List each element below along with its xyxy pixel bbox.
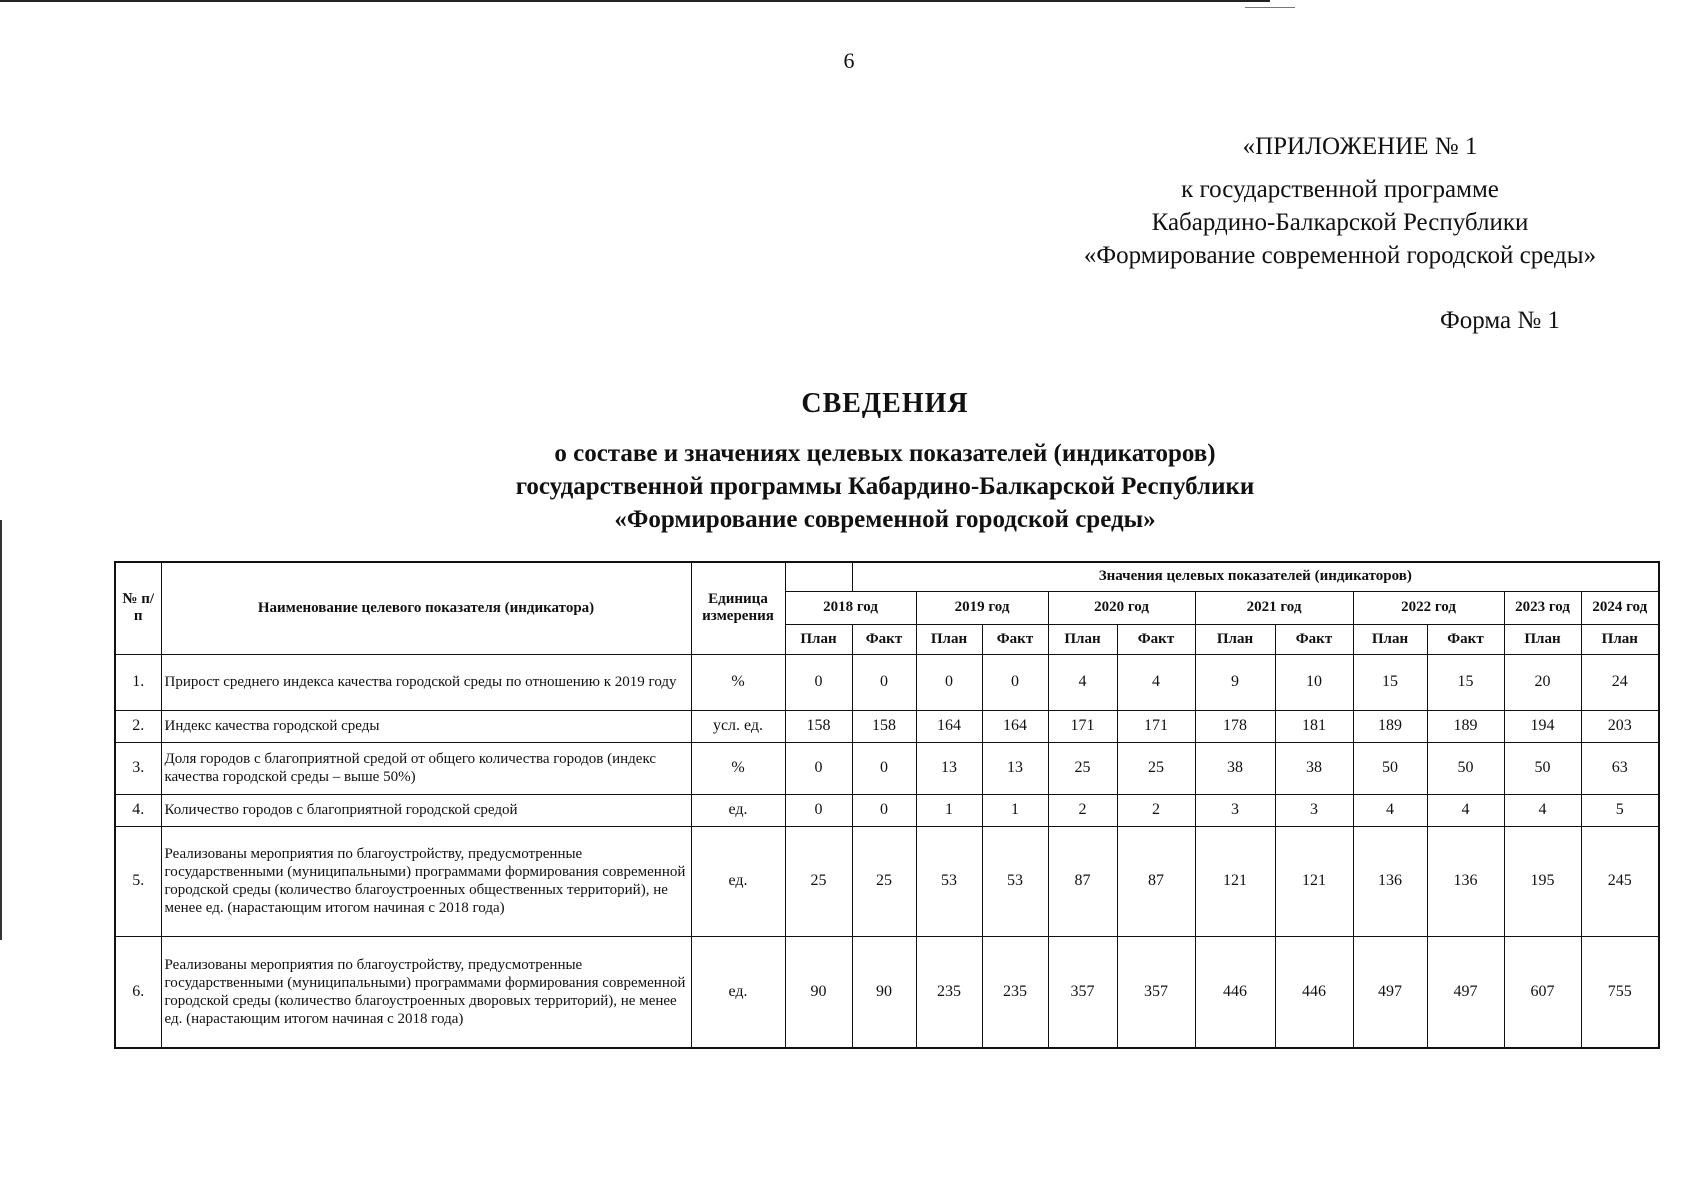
header-year: 2020 год: [1048, 591, 1195, 624]
header-plan: План: [1195, 624, 1275, 654]
value-cell: 1: [982, 794, 1048, 826]
table-row: [115, 936, 1659, 1048]
appendix-block: [1030, 130, 1650, 272]
table-row: [115, 826, 1659, 936]
header-unit: Единица измерения: [691, 562, 785, 654]
value-cell: 357: [1117, 936, 1195, 1048]
value-cell: 15: [1427, 654, 1504, 710]
value-cell: 0: [852, 794, 916, 826]
value-cell: 189: [1427, 710, 1504, 742]
indicator-unit: %: [691, 742, 785, 794]
table-row: [115, 742, 1659, 794]
indicator-unit: усл. ед.: [691, 710, 785, 742]
value-cell: 136: [1427, 826, 1504, 936]
value-cell: 178: [1195, 710, 1275, 742]
indicator-name: Прирост среднего индекса качества городской среды по отношению к 2019 году: [161, 654, 691, 710]
value-cell: 607: [1504, 936, 1581, 1048]
appendix-title: «ПРИЛОЖЕНИЕ № 1: [1242, 133, 1478, 160]
value-cell: 497: [1427, 936, 1504, 1048]
document-subtitle: «Формирование современной городской среды»: [614, 506, 1156, 533]
value-cell: 194: [1504, 710, 1581, 742]
indicator-unit: %: [691, 654, 785, 710]
value-cell: 3: [1195, 794, 1275, 826]
header-fact: Факт: [1427, 624, 1504, 654]
header-values-group: Значения целевых показателей (индикаторов): [852, 562, 1659, 591]
row-number: 1.: [115, 654, 161, 710]
row-number: 4.: [115, 794, 161, 826]
value-cell: 121: [1195, 826, 1275, 936]
header-year: 2021 год: [1195, 591, 1353, 624]
value-cell: 25: [1048, 742, 1117, 794]
value-cell: 0: [785, 742, 852, 794]
value-cell: 13: [982, 742, 1048, 794]
header-fact: Факт: [1275, 624, 1353, 654]
value-cell: 13: [916, 742, 982, 794]
value-cell: 4: [1427, 794, 1504, 826]
value-cell: 189: [1353, 710, 1427, 742]
value-cell: 25: [785, 826, 852, 936]
indicator-unit: ед.: [691, 794, 785, 826]
header-plan: План: [916, 624, 982, 654]
header-year: 2022 год: [1353, 591, 1504, 624]
header-plan: План: [1504, 624, 1581, 654]
value-cell: 0: [982, 654, 1048, 710]
value-cell: 25: [852, 826, 916, 936]
value-cell: 0: [785, 794, 852, 826]
scan-left-edge: [0, 520, 2, 940]
header-name: Наименование целевого показателя (индикатора): [161, 562, 691, 654]
header-year: 2024 год: [1581, 591, 1659, 624]
document-subtitle: о составе и значениях целевых показателей (индикаторов): [554, 440, 1216, 467]
scan-edge-line: [0, 0, 1270, 2]
indicator-unit: ед.: [691, 936, 785, 1048]
value-cell: 90: [852, 936, 916, 1048]
indicator-name: Количество городов с благоприятной городской средой: [161, 794, 691, 826]
value-cell: 38: [1195, 742, 1275, 794]
header-year: 2018 год: [785, 591, 916, 624]
appendix-line: к государственной программе: [1181, 176, 1499, 203]
value-cell: 136: [1353, 826, 1427, 936]
value-cell: 497: [1353, 936, 1427, 1048]
document-title: СВЕДЕНИЯ: [801, 388, 969, 419]
value-cell: 24: [1581, 654, 1659, 710]
form-number: Форма № 1: [1440, 307, 1560, 334]
value-cell: 50: [1427, 742, 1504, 794]
value-cell: 87: [1048, 826, 1117, 936]
indicator-unit: ед.: [691, 826, 785, 936]
value-cell: 755: [1581, 936, 1659, 1048]
row-number: 6.: [115, 936, 161, 1048]
value-cell: 53: [916, 826, 982, 936]
value-cell: 87: [1117, 826, 1195, 936]
value-cell: 3: [1275, 794, 1353, 826]
row-number: 5.: [115, 826, 161, 936]
value-cell: 25: [1117, 742, 1195, 794]
indicator-name: Индекс качества городской среды: [161, 710, 691, 742]
value-cell: 357: [1048, 936, 1117, 1048]
value-cell: 2: [1117, 794, 1195, 826]
appendix-line: Кабардино-Балкарской Республики: [1151, 209, 1529, 236]
value-cell: 446: [1195, 936, 1275, 1048]
value-cell: 158: [852, 710, 916, 742]
value-cell: 50: [1504, 742, 1581, 794]
scan-edge-mark: [1245, 7, 1295, 8]
value-cell: 446: [1275, 936, 1353, 1048]
header-plan: План: [1581, 624, 1659, 654]
value-cell: 203: [1581, 710, 1659, 742]
row-number: 3.: [115, 742, 161, 794]
value-cell: 4: [1504, 794, 1581, 826]
table-row: [115, 710, 1659, 742]
header-fact: Факт: [1117, 624, 1195, 654]
header-year: 2023 год: [1504, 591, 1581, 624]
value-cell: 2: [1048, 794, 1117, 826]
value-cell: 0: [785, 654, 852, 710]
value-cell: 9: [1195, 654, 1275, 710]
indicator-name: Доля городов с благоприятной средой от общего количества городов (индекс качества городской среды – выше 50%): [161, 742, 691, 794]
value-cell: 4: [1117, 654, 1195, 710]
header-empty-cell: [785, 562, 852, 591]
header-fact: Факт: [982, 624, 1048, 654]
value-cell: 20: [1504, 654, 1581, 710]
value-cell: 235: [982, 936, 1048, 1048]
indicator-name: Реализованы мероприятия по благоустройству, предусмотренные государственными (муниципальными) программами формирования современной городской среды (количество благоустроенных дворовых территорий), не менее ед. (нарастающим итогом начиная с 2018 года): [161, 936, 691, 1048]
table-row: [115, 654, 1659, 710]
value-cell: 53: [982, 826, 1048, 936]
value-cell: 164: [982, 710, 1048, 742]
value-cell: 4: [1353, 794, 1427, 826]
value-cell: 1: [916, 794, 982, 826]
value-cell: 245: [1581, 826, 1659, 936]
header-plan: План: [1048, 624, 1117, 654]
value-cell: 15: [1353, 654, 1427, 710]
value-cell: 10: [1275, 654, 1353, 710]
header-row-group: [115, 562, 1659, 591]
value-cell: 38: [1275, 742, 1353, 794]
header-number: № п/п: [115, 562, 161, 654]
value-cell: 235: [916, 936, 982, 1048]
value-cell: 0: [852, 742, 916, 794]
value-cell: 5: [1581, 794, 1659, 826]
value-cell: 4: [1048, 654, 1117, 710]
value-cell: 50: [1353, 742, 1427, 794]
table-row: [115, 794, 1659, 826]
value-cell: 171: [1117, 710, 1195, 742]
header-year: 2019 год: [916, 591, 1048, 624]
page-number: 6: [843, 48, 855, 73]
value-cell: 63: [1581, 742, 1659, 794]
value-cell: 195: [1504, 826, 1581, 936]
header-plan: План: [1353, 624, 1427, 654]
value-cell: 181: [1275, 710, 1353, 742]
value-cell: 158: [785, 710, 852, 742]
value-cell: 0: [852, 654, 916, 710]
row-number: 2.: [115, 710, 161, 742]
value-cell: 90: [785, 936, 852, 1048]
header-fact: Факт: [852, 624, 916, 654]
document-subtitle: государственной программы Кабардино-Балкарской Республики: [515, 473, 1255, 500]
value-cell: 171: [1048, 710, 1117, 742]
header-plan: План: [785, 624, 852, 654]
value-cell: 0: [916, 654, 982, 710]
indicators-table: [114, 561, 1660, 1049]
indicator-name: Реализованы мероприятия по благоустройству, предусмотренные государственными (муниципальными) программами формирования современной городской среды (количество благоустроенных общественных территорий), не менее ед. (нарастающим итогом начиная с 2018 года): [161, 826, 691, 936]
value-cell: 121: [1275, 826, 1353, 936]
appendix-line: «Формирование современной городской среды»: [1083, 242, 1597, 269]
value-cell: 164: [916, 710, 982, 742]
